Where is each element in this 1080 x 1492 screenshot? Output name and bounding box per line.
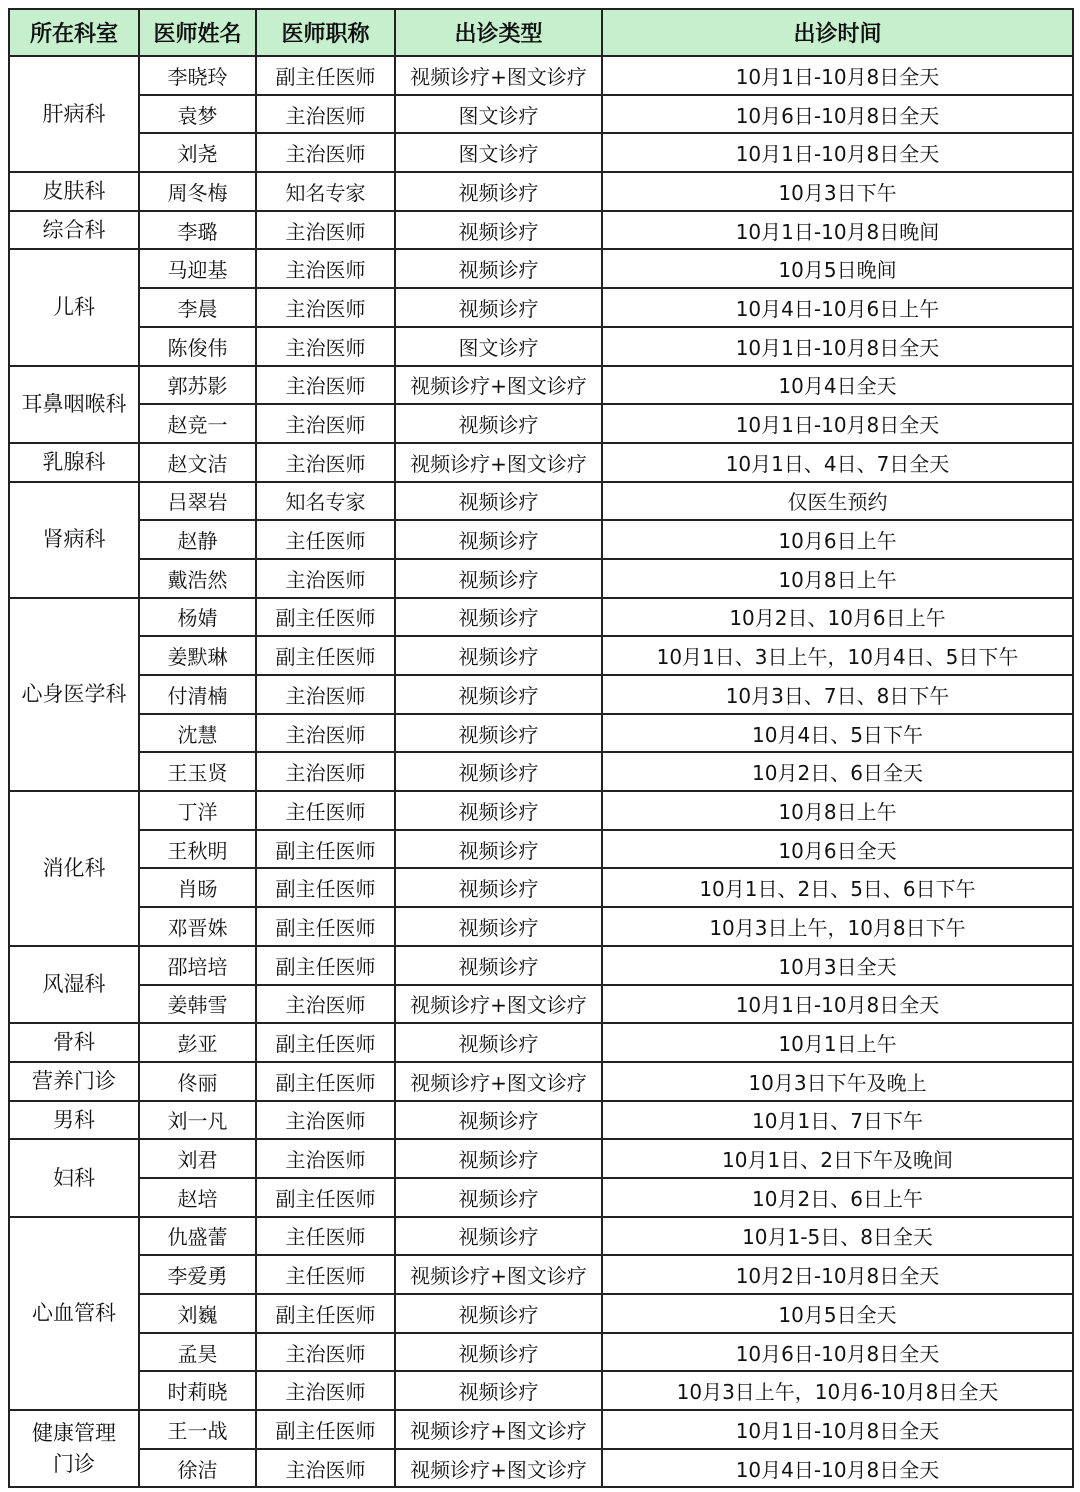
doctor-title-cell: 副主任医师 bbox=[256, 1294, 395, 1333]
doctor-name-cell: 王玉贤 bbox=[139, 752, 256, 791]
visit-time-cell: 10月1日、2日下午及晚间 bbox=[602, 1139, 1073, 1178]
doctor-title-cell: 主治医师 bbox=[256, 1371, 395, 1410]
table-row bbox=[9, 249, 1073, 288]
doctor-title-cell: 副主任医师 bbox=[256, 636, 395, 675]
visit-time-cell: 10月2日-10月8日全天 bbox=[602, 1255, 1073, 1294]
visit-type-cell: 视频诊疗 bbox=[395, 520, 602, 559]
table-row bbox=[9, 95, 1073, 134]
visit-type-cell: 图文诊疗 bbox=[395, 327, 602, 366]
header-doctor-name: 医师姓名 bbox=[139, 9, 256, 56]
table-row bbox=[9, 133, 1073, 172]
visit-type-cell: 图文诊疗 bbox=[395, 95, 602, 134]
visit-type-cell: 视频诊疗 bbox=[395, 675, 602, 714]
doctor-name-cell: 王秋明 bbox=[139, 830, 256, 869]
department-cell: 肾病科 bbox=[9, 482, 139, 598]
header-department: 所在科室 bbox=[9, 9, 139, 56]
doctor-name-cell: 邵培培 bbox=[139, 946, 256, 985]
doctor-name-cell: 赵竞一 bbox=[139, 404, 256, 443]
visit-type-cell: 视频诊疗 bbox=[395, 752, 602, 791]
table-row bbox=[9, 1178, 1073, 1217]
visit-type-cell: 视频诊疗+图文诊疗 bbox=[395, 1062, 602, 1101]
visit-time-cell: 10月1日上午 bbox=[602, 1023, 1073, 1062]
header-visit-type: 出诊类型 bbox=[395, 9, 602, 56]
table-row bbox=[9, 288, 1073, 327]
visit-type-cell: 视频诊疗 bbox=[395, 1101, 602, 1140]
department-cell: 骨科 bbox=[9, 1023, 139, 1062]
doctor-title-cell: 主治医师 bbox=[256, 1449, 395, 1488]
doctor-name-cell: 李晓玲 bbox=[139, 56, 256, 95]
visit-type-cell: 视频诊疗 bbox=[395, 249, 602, 288]
visit-type-cell: 视频诊疗 bbox=[395, 1139, 602, 1178]
table-row bbox=[9, 1410, 1073, 1449]
doctor-title-cell: 主治医师 bbox=[256, 133, 395, 172]
department-cell: 儿科 bbox=[9, 249, 139, 365]
department-cell: 风湿科 bbox=[9, 946, 139, 1023]
department-cell: 耳鼻咽喉科 bbox=[9, 366, 139, 443]
table-row bbox=[9, 636, 1073, 675]
table-body bbox=[9, 56, 1073, 1487]
doctor-title-cell: 主治医师 bbox=[256, 288, 395, 327]
visit-type-cell: 视频诊疗 bbox=[395, 636, 602, 675]
doctor-title-cell: 主任医师 bbox=[256, 1255, 395, 1294]
schedule-container bbox=[8, 8, 1072, 1488]
visit-time-cell: 10月3日下午 bbox=[602, 172, 1073, 211]
visit-type-cell: 视频诊疗 bbox=[395, 598, 602, 637]
visit-time-cell: 10月2日、6日全天 bbox=[602, 752, 1073, 791]
doctor-name-cell: 佟丽 bbox=[139, 1062, 256, 1101]
visit-type-cell: 视频诊疗+图文诊疗 bbox=[395, 1255, 602, 1294]
doctor-name-cell: 徐洁 bbox=[139, 1449, 256, 1488]
table-row bbox=[9, 520, 1073, 559]
table-row bbox=[9, 907, 1073, 946]
doctor-name-cell: 刘巍 bbox=[139, 1294, 256, 1333]
visit-time-cell: 10月6日上午 bbox=[602, 520, 1073, 559]
doctor-name-cell: 姜默琳 bbox=[139, 636, 256, 675]
doctor-title-cell: 知名专家 bbox=[256, 172, 395, 211]
doctor-title-cell: 副主任医师 bbox=[256, 1178, 395, 1217]
visit-time-cell: 10月4日全天 bbox=[602, 366, 1073, 405]
doctor-name-cell: 袁梦 bbox=[139, 95, 256, 134]
doctor-name-cell: 孟昊 bbox=[139, 1333, 256, 1372]
doctor-name-cell: 马迎基 bbox=[139, 249, 256, 288]
table-row bbox=[9, 1449, 1073, 1488]
table-row bbox=[9, 1062, 1073, 1101]
department-cell: 男科 bbox=[9, 1101, 139, 1140]
visit-time-cell: 10月3日、7日、8日下午 bbox=[602, 675, 1073, 714]
visit-type-cell: 视频诊疗 bbox=[395, 1294, 602, 1333]
visit-type-cell: 视频诊疗 bbox=[395, 1371, 602, 1410]
visit-time-cell: 10月1日、7日下午 bbox=[602, 1101, 1073, 1140]
doctor-name-cell: 李晨 bbox=[139, 288, 256, 327]
doctor-title-cell: 主治医师 bbox=[256, 1101, 395, 1140]
doctor-name-cell: 陈俊伟 bbox=[139, 327, 256, 366]
visit-time-cell: 10月8日上午 bbox=[602, 559, 1073, 598]
department-cell: 消化科 bbox=[9, 791, 139, 946]
doctor-name-cell: 刘君 bbox=[139, 1139, 256, 1178]
doctor-name-cell: 付清楠 bbox=[139, 675, 256, 714]
visit-time-cell: 10月3日全天 bbox=[602, 946, 1073, 985]
doctor-name-cell: 沈慧 bbox=[139, 714, 256, 753]
visit-time-cell: 10月1日-10月8日全天 bbox=[602, 404, 1073, 443]
table-row bbox=[9, 56, 1073, 95]
visit-time-cell: 10月4日-10月6日上午 bbox=[602, 288, 1073, 327]
doctor-name-cell: 刘一凡 bbox=[139, 1101, 256, 1140]
table-row bbox=[9, 714, 1073, 753]
doctor-name-cell: 时莉晓 bbox=[139, 1371, 256, 1410]
schedule-table bbox=[8, 8, 1074, 1488]
department-cell: 肝病科 bbox=[9, 56, 139, 172]
table-row bbox=[9, 366, 1073, 405]
visit-time-cell: 10月1日-10月8日全天 bbox=[602, 1410, 1073, 1449]
visit-time-cell: 10月6日-10月8日全天 bbox=[602, 95, 1073, 134]
doctor-title-cell: 副主任医师 bbox=[256, 598, 395, 637]
doctor-title-cell: 主任医师 bbox=[256, 1217, 395, 1256]
doctor-name-cell: 赵文洁 bbox=[139, 443, 256, 482]
doctor-title-cell: 主治医师 bbox=[256, 1333, 395, 1372]
doctor-name-cell: 李爱勇 bbox=[139, 1255, 256, 1294]
visit-type-cell: 视频诊疗+图文诊疗 bbox=[395, 1449, 602, 1488]
table-row bbox=[9, 1255, 1073, 1294]
visit-type-cell: 视频诊疗 bbox=[395, 907, 602, 946]
table-row bbox=[9, 1139, 1073, 1178]
visit-type-cell: 视频诊疗 bbox=[395, 172, 602, 211]
doctor-title-cell: 主治医师 bbox=[256, 559, 395, 598]
table-row bbox=[9, 830, 1073, 869]
doctor-name-cell: 丁洋 bbox=[139, 791, 256, 830]
table-row bbox=[9, 675, 1073, 714]
department-cell: 妇科 bbox=[9, 1139, 139, 1216]
department-cell: 综合科 bbox=[9, 211, 139, 250]
doctor-title-cell: 主治医师 bbox=[256, 211, 395, 250]
department-cell: 健康管理门诊 bbox=[9, 1410, 139, 1487]
doctor-name-cell: 周冬梅 bbox=[139, 172, 256, 211]
doctor-name-cell: 赵培 bbox=[139, 1178, 256, 1217]
doctor-title-cell: 副主任医师 bbox=[256, 56, 395, 95]
doctor-title-cell: 副主任医师 bbox=[256, 946, 395, 985]
department-cell: 营养门诊 bbox=[9, 1062, 139, 1101]
visit-time-cell: 10月1日、3日上午，10月4日、5日下午 bbox=[602, 636, 1073, 675]
visit-time-cell: 10月5日全天 bbox=[602, 1294, 1073, 1333]
visit-time-cell: 10月3日上午，10月8日下午 bbox=[602, 907, 1073, 946]
table-row bbox=[9, 211, 1073, 250]
visit-time-cell: 10月1日-10月8日全天 bbox=[602, 56, 1073, 95]
doctor-title-cell: 副主任医师 bbox=[256, 1410, 395, 1449]
table-row bbox=[9, 1371, 1073, 1410]
visit-time-cell: 10月1日-10月8日全天 bbox=[602, 985, 1073, 1024]
doctor-name-cell: 郭苏影 bbox=[139, 366, 256, 405]
visit-type-cell: 视频诊疗 bbox=[395, 288, 602, 327]
doctor-title-cell: 主治医师 bbox=[256, 1139, 395, 1178]
table-row bbox=[9, 1101, 1073, 1140]
visit-type-cell: 视频诊疗 bbox=[395, 868, 602, 907]
table-row bbox=[9, 868, 1073, 907]
visit-type-cell: 视频诊疗 bbox=[395, 946, 602, 985]
table-row bbox=[9, 946, 1073, 985]
doctor-title-cell: 副主任医师 bbox=[256, 1062, 395, 1101]
doctor-name-cell: 赵静 bbox=[139, 520, 256, 559]
visit-time-cell: 10月5日晚间 bbox=[602, 249, 1073, 288]
visit-time-cell: 10月2日、6日上午 bbox=[602, 1178, 1073, 1217]
visit-type-cell: 视频诊疗 bbox=[395, 1178, 602, 1217]
doctor-title-cell: 主治医师 bbox=[256, 675, 395, 714]
table-header bbox=[9, 9, 1073, 56]
table-row bbox=[9, 1333, 1073, 1372]
visit-type-cell: 视频诊疗 bbox=[395, 714, 602, 753]
table-row bbox=[9, 482, 1073, 521]
department-cell: 皮肤科 bbox=[9, 172, 139, 211]
visit-type-cell: 图文诊疗 bbox=[395, 133, 602, 172]
visit-type-cell: 视频诊疗 bbox=[395, 1023, 602, 1062]
visit-time-cell: 10月1日、4日、7日全天 bbox=[602, 443, 1073, 482]
table-row bbox=[9, 404, 1073, 443]
doctor-title-cell: 主治医师 bbox=[256, 404, 395, 443]
doctor-name-cell: 姜韩雪 bbox=[139, 985, 256, 1024]
doctor-name-cell: 刘尧 bbox=[139, 133, 256, 172]
visit-type-cell: 视频诊疗 bbox=[395, 211, 602, 250]
doctor-name-cell: 杨婧 bbox=[139, 598, 256, 637]
visit-time-cell: 10月2日、10月6日上午 bbox=[602, 598, 1073, 637]
table-row bbox=[9, 1294, 1073, 1333]
visit-type-cell: 视频诊疗 bbox=[395, 559, 602, 598]
table-row bbox=[9, 985, 1073, 1024]
doctor-title-cell: 副主任医师 bbox=[256, 907, 395, 946]
department-cell: 心身医学科 bbox=[9, 598, 139, 791]
visit-time-cell: 10月3日上午，10月6-10月8日全天 bbox=[602, 1371, 1073, 1410]
doctor-title-cell: 副主任医师 bbox=[256, 868, 395, 907]
visit-type-cell: 视频诊疗 bbox=[395, 830, 602, 869]
department-cell: 乳腺科 bbox=[9, 443, 139, 482]
header-row bbox=[9, 9, 1073, 56]
visit-type-cell: 视频诊疗+图文诊疗 bbox=[395, 1410, 602, 1449]
doctor-title-cell: 知名专家 bbox=[256, 482, 395, 521]
visit-time-cell: 10月6日全天 bbox=[602, 830, 1073, 869]
table-row bbox=[9, 598, 1073, 637]
doctor-title-cell: 副主任医师 bbox=[256, 830, 395, 869]
header-visit-time: 出诊时间 bbox=[602, 9, 1073, 56]
doctor-title-cell: 主治医师 bbox=[256, 443, 395, 482]
doctor-title-cell: 主任医师 bbox=[256, 791, 395, 830]
visit-type-cell: 视频诊疗 bbox=[395, 482, 602, 521]
table-row bbox=[9, 172, 1073, 211]
visit-time-cell: 10月4日、5日下午 bbox=[602, 714, 1073, 753]
visit-time-cell: 10月1日-10月8日全天 bbox=[602, 327, 1073, 366]
table-row bbox=[9, 791, 1073, 830]
header-doctor-title: 医师职称 bbox=[256, 9, 395, 56]
table-row bbox=[9, 752, 1073, 791]
visit-time-cell: 仅医生预约 bbox=[602, 482, 1073, 521]
doctor-name-cell: 吕翠岩 bbox=[139, 482, 256, 521]
visit-time-cell: 10月4日-10月8日全天 bbox=[602, 1449, 1073, 1488]
doctor-title-cell: 副主任医师 bbox=[256, 1023, 395, 1062]
doctor-title-cell: 主任医师 bbox=[256, 520, 395, 559]
doctor-name-cell: 仇盛蕾 bbox=[139, 1217, 256, 1256]
visit-time-cell: 10月1日-10月8日全天 bbox=[602, 133, 1073, 172]
doctor-name-cell: 王一战 bbox=[139, 1410, 256, 1449]
visit-type-cell: 视频诊疗 bbox=[395, 1333, 602, 1372]
visit-time-cell: 10月6日-10月8日全天 bbox=[602, 1333, 1073, 1372]
visit-type-cell: 视频诊疗+图文诊疗 bbox=[395, 366, 602, 405]
visit-time-cell: 10月3日下午及晚上 bbox=[602, 1062, 1073, 1101]
visit-type-cell: 视频诊疗+图文诊疗 bbox=[395, 56, 602, 95]
table-row bbox=[9, 1217, 1073, 1256]
table-row bbox=[9, 1023, 1073, 1062]
doctor-title-cell: 主治医师 bbox=[256, 985, 395, 1024]
doctor-title-cell: 主治医师 bbox=[256, 249, 395, 288]
visit-type-cell: 视频诊疗+图文诊疗 bbox=[395, 985, 602, 1024]
doctor-name-cell: 彭亚 bbox=[139, 1023, 256, 1062]
table-row bbox=[9, 559, 1073, 598]
visit-type-cell: 视频诊疗 bbox=[395, 404, 602, 443]
table-row bbox=[9, 443, 1073, 482]
visit-time-cell: 10月1-5日、8日全天 bbox=[602, 1217, 1073, 1256]
doctor-title-cell: 主治医师 bbox=[256, 752, 395, 791]
visit-type-cell: 视频诊疗 bbox=[395, 1217, 602, 1256]
doctor-name-cell: 邓晋姝 bbox=[139, 907, 256, 946]
visit-time-cell: 10月1日-10月8日晚间 bbox=[602, 211, 1073, 250]
doctor-name-cell: 肖旸 bbox=[139, 868, 256, 907]
doctor-name-cell: 戴浩然 bbox=[139, 559, 256, 598]
visit-type-cell: 视频诊疗+图文诊疗 bbox=[395, 443, 602, 482]
doctor-name-cell: 李璐 bbox=[139, 211, 256, 250]
table-row bbox=[9, 327, 1073, 366]
doctor-title-cell: 主治医师 bbox=[256, 327, 395, 366]
visit-time-cell: 10月8日上午 bbox=[602, 791, 1073, 830]
visit-type-cell: 视频诊疗 bbox=[395, 791, 602, 830]
doctor-title-cell: 主治医师 bbox=[256, 95, 395, 134]
department-cell: 心血管科 bbox=[9, 1217, 139, 1410]
doctor-title-cell: 主治医师 bbox=[256, 366, 395, 405]
visit-time-cell: 10月1日、2日、5日、6日下午 bbox=[602, 868, 1073, 907]
doctor-title-cell: 主治医师 bbox=[256, 714, 395, 753]
